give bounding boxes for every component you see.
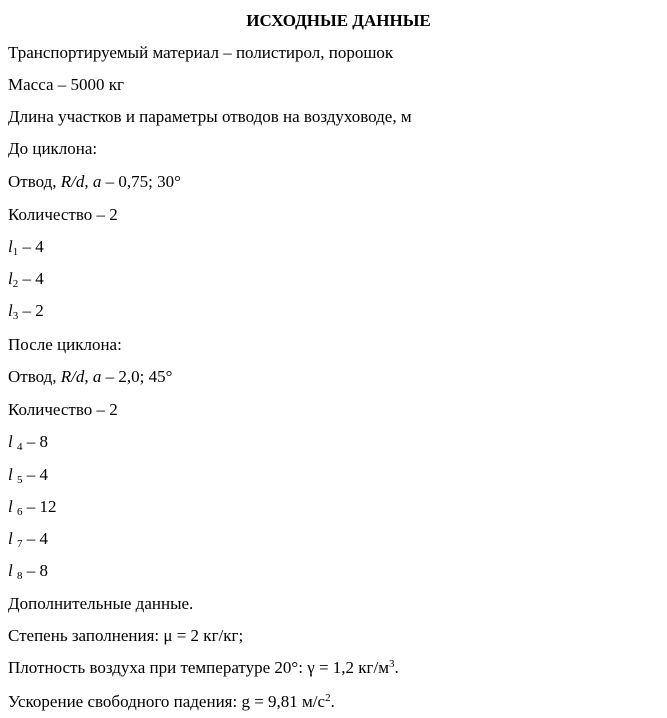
bend-rd-symbol: R/d (60, 367, 85, 386)
segment-value: – 4 (22, 529, 48, 548)
after-cyclone-bend-line (8, 366, 172, 388)
segment-symbol: l (8, 465, 17, 484)
bend-angle-symbol: a (92, 367, 102, 386)
segment-line-l4 (8, 431, 48, 453)
after-cyclone-count: Количество – 2 (8, 400, 118, 419)
page-title: ИСХОДНЫЕ ДАННЫЕ (246, 11, 431, 30)
segment-value: – 12 (22, 497, 57, 516)
segment-symbol: l (8, 561, 17, 580)
material-line: Транспортируемый материал – полистирол, порошок (8, 43, 394, 62)
air-density-line (8, 657, 399, 679)
bend-value: – 0,75; 30° (101, 172, 181, 191)
air-density-text: Плотность воздуха при температуре 20°: γ = 1,2 кг/м (8, 658, 390, 677)
segment-value: – 8 (22, 432, 48, 451)
fill-degree-line: Степень заполнения: μ = 2 кг/кг; (8, 626, 244, 645)
segment-line-l3 (8, 300, 44, 322)
segment-index: 6 (16, 506, 23, 518)
bend-prefix: Отвод, (8, 367, 61, 386)
bend-rd-symbol: R/d (60, 172, 85, 191)
segment-index: 3 (12, 310, 19, 322)
segment-line-l5 (8, 464, 48, 486)
segment-index: 1 (12, 246, 19, 258)
segment-symbol: l (8, 237, 13, 256)
bend-prefix: Отвод, (8, 172, 61, 191)
bend-separator: , (84, 367, 93, 386)
segment-symbol: l (8, 269, 13, 288)
segment-index: 7 (16, 538, 23, 550)
segment-value: – 2 (18, 301, 44, 320)
segment-line-l7 (8, 528, 48, 550)
segment-line-l2 (8, 268, 44, 290)
bend-separator: , (84, 172, 93, 191)
segment-value: – 8 (22, 561, 48, 580)
before-cyclone-count: Количество – 2 (8, 205, 118, 224)
segment-index: 8 (16, 570, 23, 582)
segment-index: 2 (12, 278, 19, 290)
segment-symbol: l (8, 497, 17, 516)
mass-line: Масса – 5000 кг (8, 75, 124, 94)
segment-value: – 4 (18, 269, 44, 288)
segment-line-l1 (8, 236, 44, 258)
segment-symbol: l (8, 432, 17, 451)
gravity-end: . (330, 692, 335, 711)
gravity-exponent: 2 (325, 692, 331, 704)
segment-symbol: l (8, 529, 17, 548)
gravity-text: Ускорение свободного падения: g = 9,81 м/с (8, 692, 326, 711)
segment-value: – 4 (18, 237, 44, 256)
segment-line-l6 (8, 496, 56, 518)
before-cyclone-bend-line (8, 171, 181, 193)
after-cyclone-header: После циклона: (8, 335, 122, 354)
segment-index: 4 (16, 441, 23, 453)
additional-header: Дополнительные данные. (8, 594, 194, 613)
bend-angle-symbol: a (92, 172, 102, 191)
segment-value: – 4 (22, 465, 48, 484)
segment-line-l8 (8, 560, 48, 582)
air-density-end: . (394, 658, 399, 677)
lengths-header: Длина участков и параметры отводов на воздуховоде, м (8, 107, 412, 126)
segment-symbol: l (8, 301, 13, 320)
gravity-line (8, 691, 335, 713)
bend-value: – 2,0; 45° (101, 367, 173, 386)
before-cyclone-header: До циклона: (8, 139, 98, 158)
segment-index: 5 (16, 474, 23, 486)
air-density-exponent: 3 (389, 658, 395, 670)
